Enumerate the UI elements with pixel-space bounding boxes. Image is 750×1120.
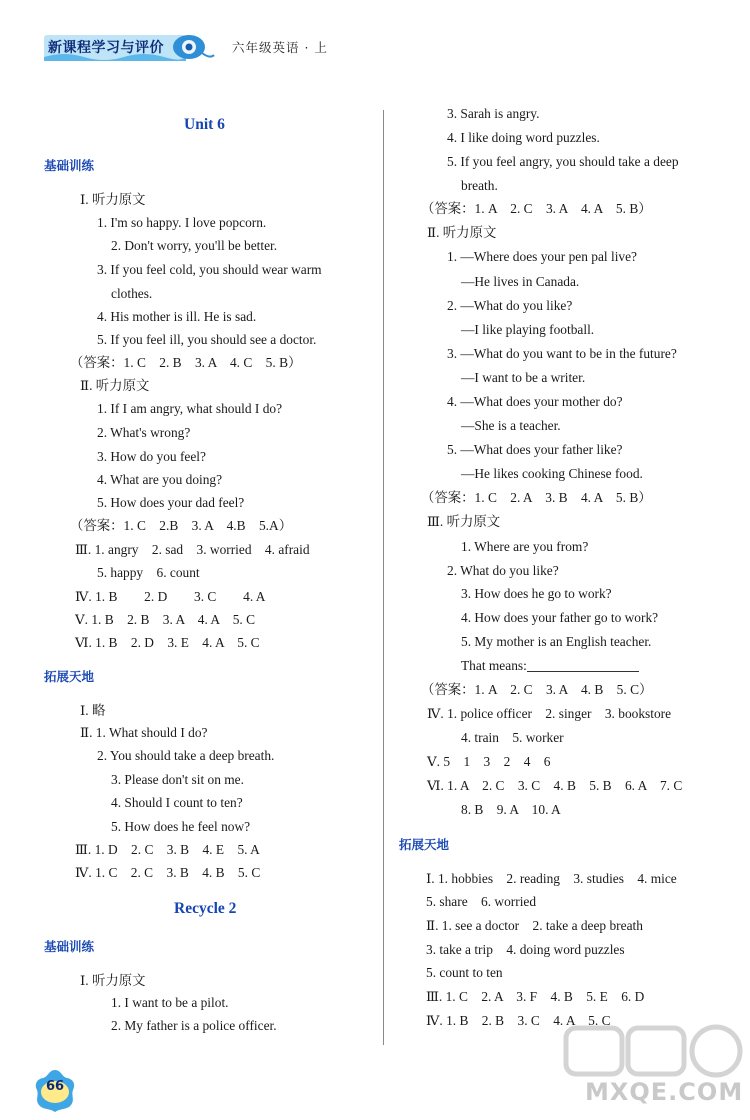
left-text-line: Ⅱ. 听力原文 xyxy=(80,378,150,393)
page-header xyxy=(0,0,750,80)
left-text-line: 5. happy 6. count xyxy=(97,565,200,580)
column-divider xyxy=(383,110,384,1045)
left-text-line: 4. Should I count to ten? xyxy=(111,795,243,810)
left-text-line: 3. Please don't sit on me. xyxy=(111,772,244,787)
right-text-line: Ⅲ. 听力原文 xyxy=(427,514,501,529)
left-text-line: Ⅵ. 1. B 2. D 3. E 4. A 5. C xyxy=(75,635,260,650)
left-text-line: Ⅲ. 1. angry 2. sad 3. worried 4. afraid xyxy=(75,542,310,557)
left-text-line: 1. If I am angry, what should I do? xyxy=(97,401,283,416)
right-text-line: （答案：1. A 2. C 3. A 4. B 5. C） xyxy=(421,682,653,697)
right-text-line: 1. Where are you from? xyxy=(461,539,589,554)
right-text-line: Ⅱ. 1. see a doctor 2. take a deep breath xyxy=(426,918,643,933)
right-text-line: 3. —What do you want to be in the future? xyxy=(447,346,677,361)
left-text-line: Ⅴ. 1. B 2. B 3. A 4. A 5. C xyxy=(75,612,256,627)
left-text-line: Ⅳ. 1. C 2. C 3. B 4. B 5. C xyxy=(75,865,261,880)
left-text-line: Ⅱ. 1. What should I do? xyxy=(80,725,208,740)
right-text-line: That means: xyxy=(461,658,527,673)
left-text-line: 2. My father is a police officer. xyxy=(111,1018,277,1033)
right-text-line: 3. take a trip 4. doing word puzzles xyxy=(426,942,625,957)
right-text-line: Ⅴ. 5 1 3 2 4 6 xyxy=(427,754,551,769)
right-text-line: 3. Sarah is angry. xyxy=(447,106,540,121)
left-text-line: 2. What's wrong? xyxy=(97,425,191,440)
left-text-line: 5. How does your dad feel? xyxy=(97,495,245,510)
right-text-line: —She is a teacher. xyxy=(461,418,561,433)
right-text-line: —He lives in Canada. xyxy=(461,274,580,289)
right-text-line: 1. —Where does your pen pal live? xyxy=(447,249,638,264)
left-text-line: 3. If you feel cold, you should wear warm xyxy=(97,262,322,277)
section-heading: 基础训练 xyxy=(44,158,95,173)
right-text-line: —I like playing football. xyxy=(461,322,595,337)
left-text-line: （答案：1. C 2.B 3. A 4.B 5.A） xyxy=(70,518,293,533)
left-text-line: 4. What are you doing? xyxy=(97,472,223,487)
right-text-line: Ⅰ. 1. hobbies 2. reading 3. studies 4. mice xyxy=(426,871,677,886)
right-text-line: 5. My mother is an English teacher. xyxy=(461,634,652,649)
left-text-line: 4. His mother is ill. He is sad. xyxy=(97,309,257,324)
right-text-line: （答案：1. A 2. C 3. A 4. A 5. B） xyxy=(421,201,652,216)
right-text-line: —I want to be a writer. xyxy=(461,370,586,385)
left-text-line: Ⅲ. 1. D 2. C 3. B 4. E 5. A xyxy=(75,842,260,857)
right-text-line: 5. —What does your father like? xyxy=(447,442,623,457)
right-text-line: 3. How does he go to work? xyxy=(461,586,612,601)
section-heading: 拓展天地 xyxy=(399,837,450,852)
left-text-line: 1. I'm so happy. I love popcorn. xyxy=(97,215,267,230)
right-text-line: Ⅳ. 1. B 2. B 3. C 4. A 5. C xyxy=(426,1013,611,1028)
camera-icon xyxy=(173,35,214,59)
right-text-line: 8. B 9. A 10. A xyxy=(461,802,561,817)
left-text-line: Ⅰ. 略 xyxy=(80,703,106,718)
right-text-line: 5. If you feel angry, you should take a deep xyxy=(447,154,679,169)
left-text-line: 2. Don't worry, you'll be better. xyxy=(111,238,278,253)
right-text-line: （答案：1. C 2. A 3. B 4. A 5. B） xyxy=(421,490,652,505)
left-text-line: 3. How do you feel? xyxy=(97,449,206,464)
right-text-line: 5. count to ten xyxy=(426,965,503,980)
right-text-line: 5. share 6. worried xyxy=(426,894,537,909)
left-text-line: Ⅰ. 听力原文 xyxy=(80,192,146,207)
right-text-line: 4. —What does your mother do? xyxy=(447,394,623,409)
series-title: 新课程学习与评价 xyxy=(48,40,164,56)
section-heading: 基础训练 xyxy=(44,939,95,954)
left-text-line: Ⅰ. 听力原文 xyxy=(80,973,146,988)
right-text-line: 2. —What do you like? xyxy=(447,298,573,313)
left-text-line: 5. How does he feel now? xyxy=(111,819,251,834)
watermark-text: MXQE.COM xyxy=(585,1078,744,1106)
right-text-line: Ⅳ. 1. police officer 2. singer 3. bookstore xyxy=(427,706,672,721)
section-heading: 拓展天地 xyxy=(44,669,95,684)
grade-label: 六年级英语 · 上 xyxy=(232,40,328,55)
right-text-line: Ⅱ. 听力原文 xyxy=(427,225,497,240)
left-text-line: （答案：1. C 2. B 3. A 4. C 5. B） xyxy=(70,355,302,370)
right-text-line: —He likes cooking Chinese food. xyxy=(461,466,643,481)
right-text-line: 4. train 5. worker xyxy=(461,730,564,745)
left-text-line: 1. I want to be a pilot. xyxy=(111,995,229,1010)
left-text-line: Ⅳ. 1. B 2. D 3. C 4. A xyxy=(75,589,266,604)
left-text-line: clothes. xyxy=(111,286,153,301)
unit-title: Recycle 2 xyxy=(174,900,237,917)
left-text-line: 2. You should take a deep breath. xyxy=(97,748,275,763)
right-text-line: 4. I like doing word puzzles. xyxy=(447,130,600,145)
right-text-line: 2. What do you like? xyxy=(447,563,559,578)
unit-title: Unit 6 xyxy=(184,116,225,133)
right-text-line: Ⅵ. 1. A 2. C 3. C 4. B 5. B 6. A 7. C xyxy=(427,778,683,793)
right-text-line: Ⅲ. 1. C 2. A 3. F 4. B 5. E 6. D xyxy=(426,989,645,1004)
right-text-line: 4. How does your father go to work? xyxy=(461,610,659,625)
left-text-line: 5. If you feel ill, you should see a doctor. xyxy=(97,332,317,347)
page-number: 66 xyxy=(45,1079,65,1094)
answer-blank-line xyxy=(527,671,639,672)
right-text-line: breath. xyxy=(461,178,498,193)
